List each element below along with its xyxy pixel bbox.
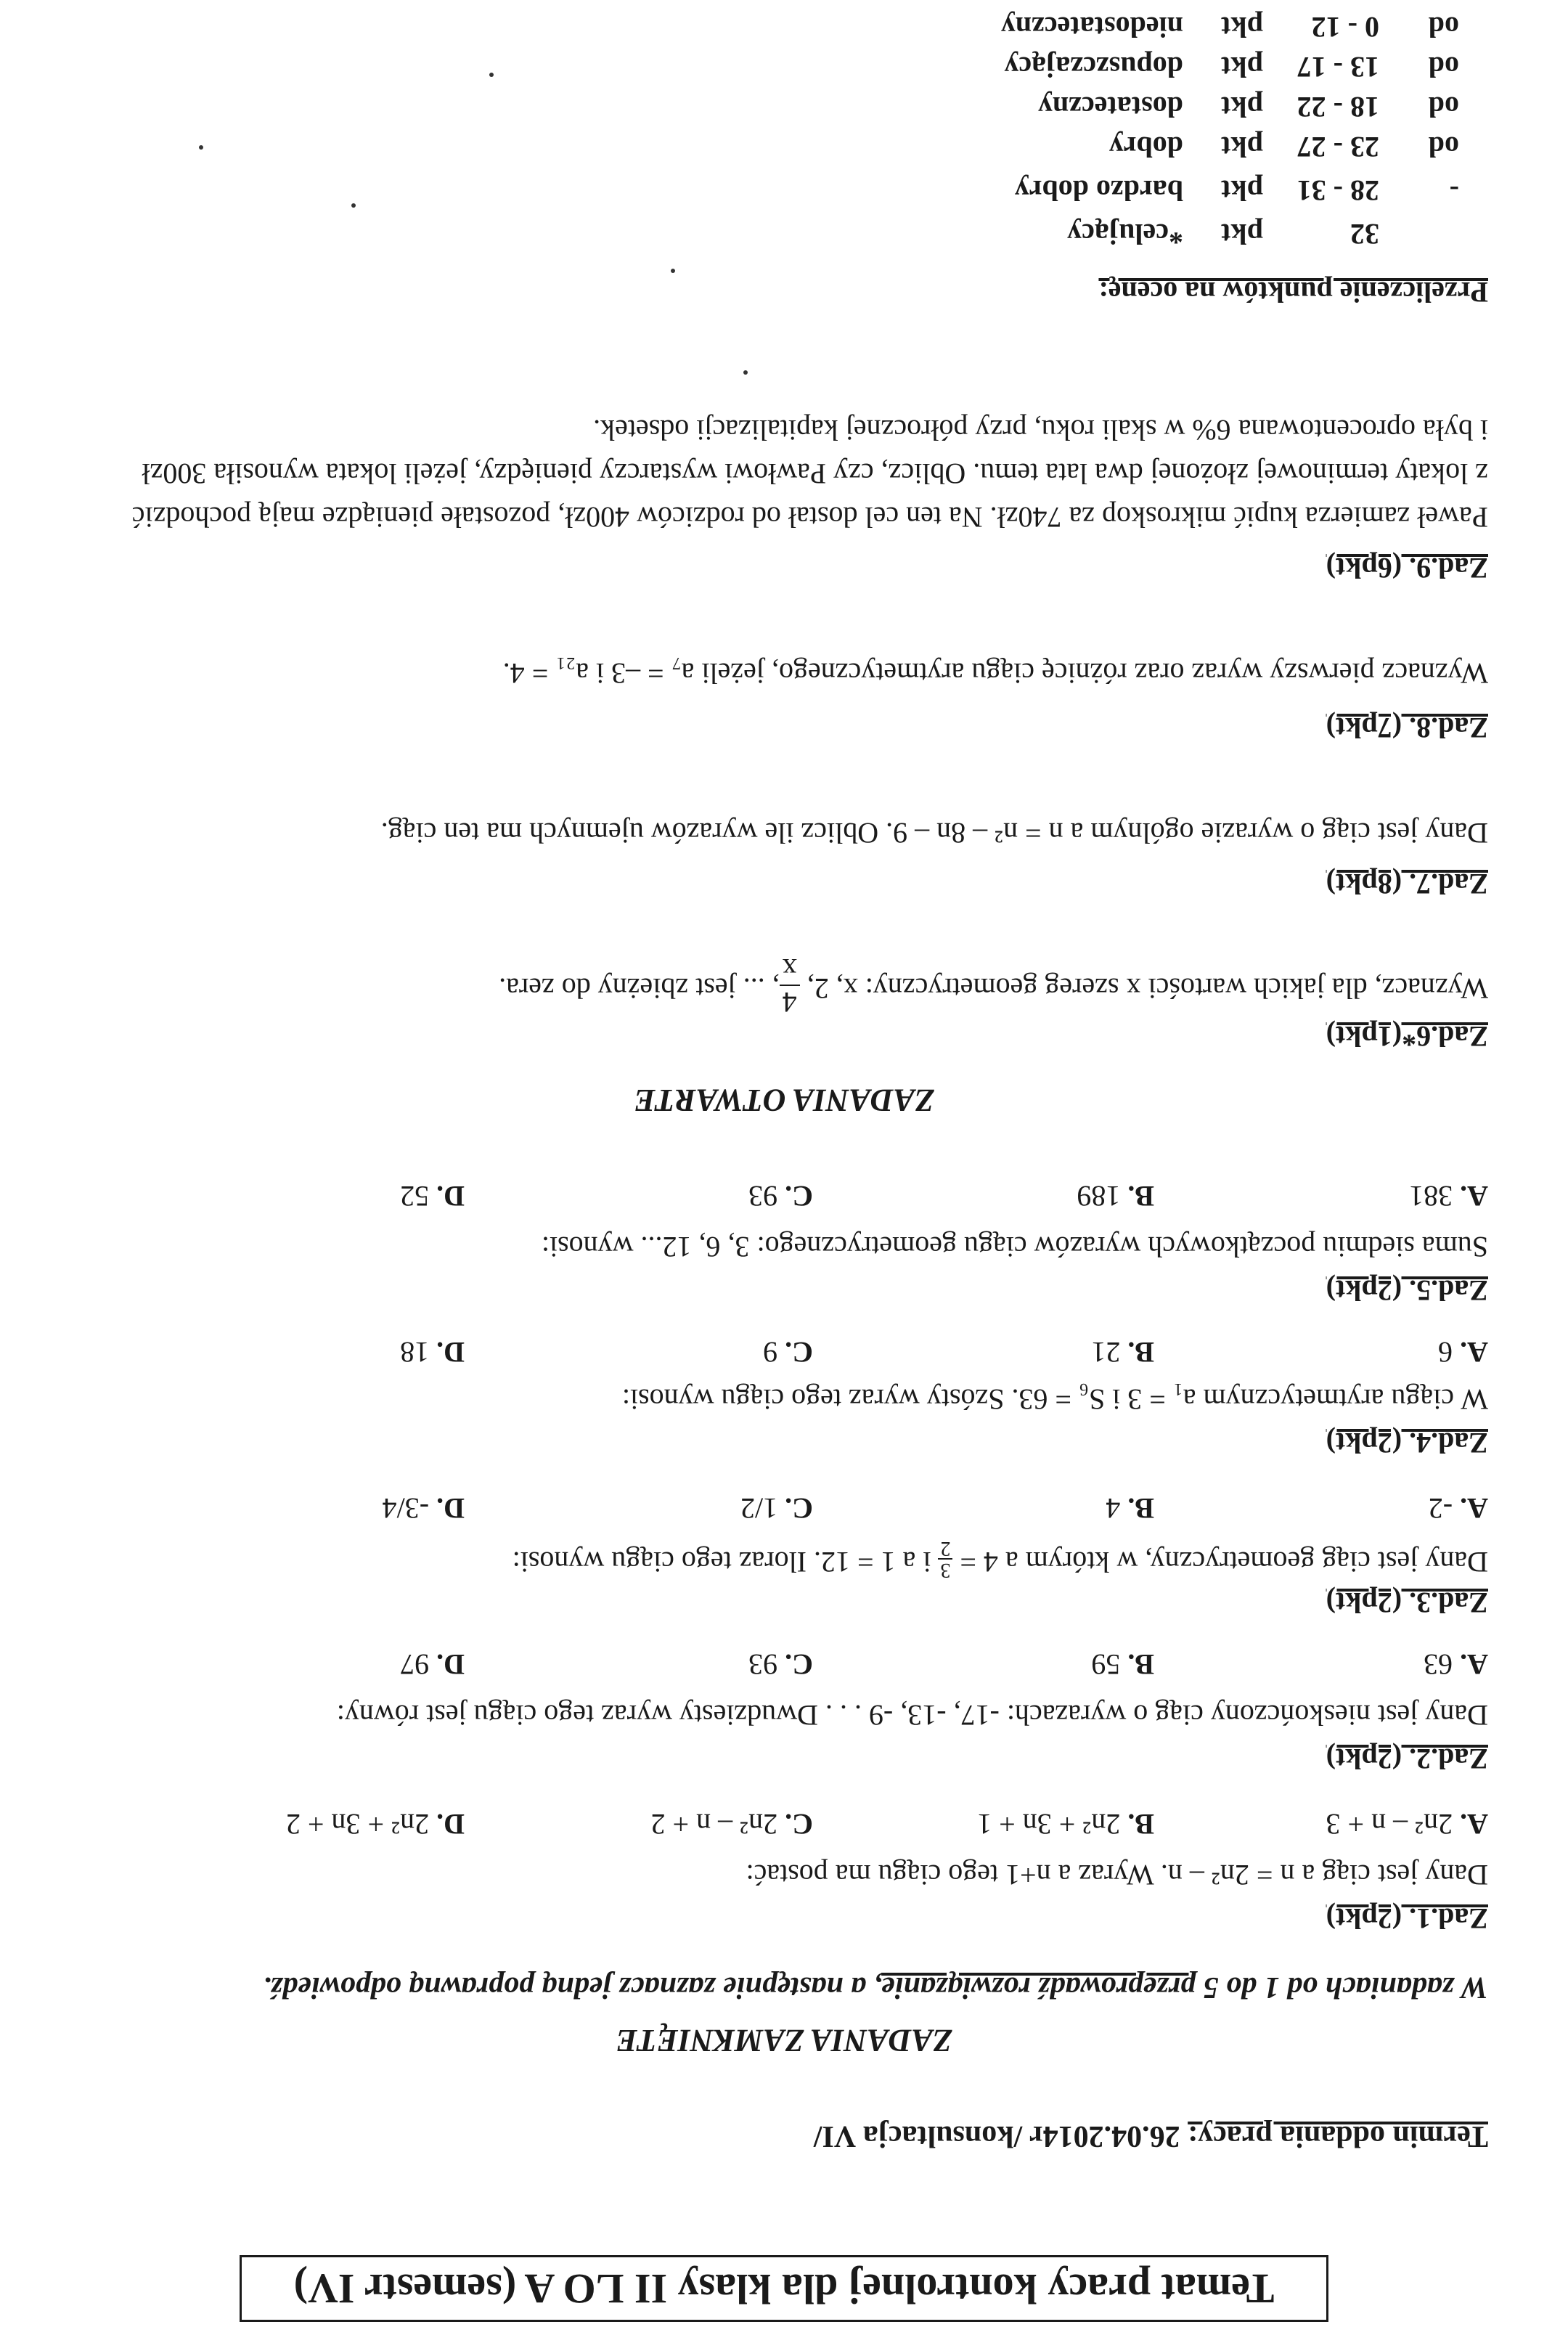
answer-label: B. xyxy=(1127,1492,1154,1525)
answer-label: D. xyxy=(436,1808,465,1841)
answer-text: 1/2 xyxy=(740,1492,778,1525)
grading-row xyxy=(0,171,1568,208)
answer-label: A. xyxy=(1460,1648,1488,1681)
task4-answer-d xyxy=(400,1335,465,1369)
task3-answer-c xyxy=(740,1491,813,1525)
task4-answer-b xyxy=(1091,1335,1154,1369)
answer-text: 93 xyxy=(748,1648,778,1681)
task4-text: W ciągu arytmetycznym a₁ = 3 i S₆ = 63. Szósty wyraz tego ciągu wynosi: xyxy=(621,1383,1488,1416)
task8-header: Zad.8. (7pkt) xyxy=(1326,712,1488,744)
deadline-line xyxy=(814,2119,1488,2153)
answer-text: 2n² – n + 2 xyxy=(650,1808,778,1841)
grading-unit: pkt xyxy=(1221,91,1263,123)
task5-header: Zad.5. (2pkt) xyxy=(1326,1274,1488,1307)
task5-answer-a xyxy=(1409,1179,1488,1213)
task5-answer-d xyxy=(400,1179,465,1213)
answer-label: A. xyxy=(1460,1180,1488,1213)
closed-section-instruction xyxy=(263,1970,1488,2005)
grading-header: Przeliczenie punktów na ocenę: xyxy=(1098,276,1488,309)
grading-unit: pkt xyxy=(1221,11,1263,44)
answer-label: B. xyxy=(1127,1648,1154,1681)
task9-line-1: Paweł zamierza kupić mikroskop za 740zł. Na ten cel dostał od rodziców 400zł, pozostałe pieniądze mają pochodzić xyxy=(131,501,1488,534)
task3-answer-b xyxy=(1106,1491,1154,1525)
grading-range: 28 - 31 xyxy=(1297,174,1379,207)
grading-range: 13 - 17 xyxy=(1297,51,1379,83)
grading-row xyxy=(0,48,1568,84)
grading-grade: niedostateczny xyxy=(1000,11,1183,44)
task6-header: Zad.6*(1pkt) xyxy=(1326,1020,1488,1053)
task3-answer-a xyxy=(1429,1491,1488,1525)
answer-label: A. xyxy=(1460,1336,1488,1369)
task3-text-a: Dany jest ciąg geometryczny, w którym a 4 = xyxy=(952,1546,1488,1578)
task3-answer-d xyxy=(383,1491,465,1525)
grading-range: 0 - 12 xyxy=(1311,11,1379,44)
answer-text: 18 xyxy=(400,1336,430,1369)
task2-answer-c xyxy=(748,1647,813,1682)
deadline-value: 26.04.2014r /konsultacja VI/ xyxy=(813,2119,1180,2153)
answer-text: 63 xyxy=(1424,1648,1453,1681)
task8-text: Wyznacz pierwszy wyraz oraz różnicę ciągu arytmetycznego, jeżeli a₇ = –3 i a₂₁ = 4. xyxy=(502,657,1488,690)
answer-text: 2n² – n + 3 xyxy=(1326,1808,1453,1841)
scan-speck xyxy=(489,73,494,77)
grading-row xyxy=(0,8,1568,44)
answer-label: D. xyxy=(436,1336,465,1369)
grading-row xyxy=(0,128,1568,164)
scan-speck xyxy=(743,370,748,375)
fraction-numerator: 3 xyxy=(938,1558,952,1580)
grading-unit: pkt xyxy=(1221,131,1263,163)
task5-answer-b xyxy=(1077,1179,1154,1213)
answer-text: 52 xyxy=(400,1180,430,1213)
answer-label: B. xyxy=(1127,1336,1154,1369)
task4-answer-a xyxy=(1438,1335,1488,1369)
task9-line-3: i była oprocentowana 6% w skali roku, przy półrocznej kapitalizacji odsetek. xyxy=(593,414,1488,447)
instruction-part-2: przeprowadź rozwiązanie xyxy=(881,1971,1196,2004)
grading-grade: dopuszczający xyxy=(1004,51,1183,83)
fraction-denominator: 2 xyxy=(940,1537,951,1560)
task4-header: Zad.4. (2pkt) xyxy=(1326,1427,1488,1459)
answer-text: 2n² + 3n + 1 xyxy=(977,1808,1121,1841)
answer-text: 59 xyxy=(1091,1648,1121,1681)
task7-text: Dany jest ciąg o wyrazie ogólnym a n = n² – 8n – 9. Oblicz ile wyrazów ujemnych ma ten ciąg. xyxy=(380,817,1488,849)
answer-label: C. xyxy=(785,1808,813,1841)
answer-text: 381 xyxy=(1409,1180,1453,1213)
grading-row xyxy=(0,215,1568,251)
document-title: Temat pracy kontrolnej dla klasy II LO A (semestr IV) xyxy=(240,2255,1328,2322)
task3-text xyxy=(513,1538,1488,1584)
answer-text: 97 xyxy=(400,1648,430,1681)
grading-row xyxy=(0,88,1568,124)
answer-label: B. xyxy=(1127,1180,1154,1213)
task2-answer-d xyxy=(400,1647,465,1682)
task6-text-b: , ... jest zbieżny do zera. xyxy=(499,972,780,1005)
answer-label: C. xyxy=(785,1336,813,1369)
answer-text: 93 xyxy=(748,1180,778,1213)
answer-label: A. xyxy=(1460,1492,1488,1525)
task6-text-a: Wyznacz, dla jakich wartości x szereg geometryczny: x, 2, xyxy=(799,972,1488,1005)
scan-speck xyxy=(199,145,203,150)
scan-speck xyxy=(671,269,675,273)
task1-answer-c xyxy=(651,1807,813,1841)
task1-header: Zad.1. (2pkt) xyxy=(1326,1902,1488,1935)
answer-text: 189 xyxy=(1077,1180,1121,1213)
grading-grade: dostateczny xyxy=(1038,91,1183,123)
closed-section-heading: ZADANIA ZAMKNIĘTE xyxy=(616,2023,952,2058)
grading-grade: dobry xyxy=(1108,131,1183,163)
fraction xyxy=(780,953,800,1018)
grading-grade: *celujący xyxy=(1067,218,1183,250)
fraction xyxy=(938,1538,952,1580)
task6-text xyxy=(499,953,1488,1021)
answer-label: A. xyxy=(1460,1808,1488,1841)
task2-answer-a xyxy=(1424,1647,1488,1682)
answer-text: 4 xyxy=(1106,1492,1121,1525)
grading-range: 32 xyxy=(1350,218,1379,250)
answer-label: D. xyxy=(436,1648,465,1681)
answer-text: 6 xyxy=(1438,1336,1453,1369)
grading-range: 23 - 27 xyxy=(1297,131,1379,163)
task3-header: Zad.3. (2pkt) xyxy=(1326,1586,1488,1619)
fraction-numerator: 4 xyxy=(780,985,800,1018)
grading-grade: bardzo dobry xyxy=(1014,174,1183,207)
grading-from: od xyxy=(1428,51,1459,83)
answer-text: -3/4 xyxy=(382,1492,430,1525)
answer-text: -2 xyxy=(1428,1492,1453,1525)
grading-from: od xyxy=(1428,91,1459,123)
grading-from: - xyxy=(1449,174,1459,207)
task5-text: Suma siedmiu początkowych wyrazów ciągu geometrycznego: 3, 6, 12... wynosi: xyxy=(541,1231,1488,1263)
answer-text: 2n² + 3n + 2 xyxy=(286,1808,430,1841)
answer-label: C. xyxy=(785,1180,813,1213)
answer-text: 21 xyxy=(1091,1336,1121,1369)
answer-text: 9 xyxy=(763,1336,778,1369)
task1-answer-a xyxy=(1326,1807,1488,1841)
grading-from: od xyxy=(1428,11,1459,44)
answer-label: B. xyxy=(1127,1808,1154,1841)
task7-header: Zad.7. (8pkt) xyxy=(1326,868,1488,900)
instruction-part-1: W zadaniach od 1 do 5 xyxy=(1196,1971,1488,2004)
task5-answer-c xyxy=(748,1179,813,1213)
task1-text: Dany jest ciąg a n = 2n² – n. Wyraz a n+1 tego ciągu ma postać: xyxy=(746,1859,1488,1891)
task2-answer-b xyxy=(1091,1647,1154,1682)
fraction-denominator: x xyxy=(782,953,797,986)
answer-label: C. xyxy=(785,1492,813,1525)
answer-label: D. xyxy=(436,1492,465,1525)
answer-label: D. xyxy=(436,1180,465,1213)
grading-unit: pkt xyxy=(1221,218,1263,250)
scan-speck xyxy=(351,203,356,208)
grading-unit: pkt xyxy=(1221,174,1263,207)
grading-from: od xyxy=(1428,131,1459,163)
task2-header: Zad.2. (2pkt) xyxy=(1326,1743,1488,1775)
answer-label: C. xyxy=(785,1648,813,1681)
grading-range: 18 - 22 xyxy=(1297,91,1379,123)
task1-answer-b xyxy=(977,1807,1154,1841)
task4-answer-c xyxy=(763,1335,813,1369)
instruction-part-3: , a następnie zaznacz jedną poprawną odpowiedź. xyxy=(263,1971,882,2004)
open-section-heading: ZADANIA OTWARTE xyxy=(634,1083,934,1118)
task1-answer-d xyxy=(286,1807,465,1841)
task9-header: Zad.9. (6pkt) xyxy=(1326,552,1488,584)
deadline-label: Termin oddania pracy: xyxy=(1188,2119,1488,2153)
task9-line-2: z lokaty terminowej złożonej dwa lata temu. Oblicz, czy Pawłowi wystarczy pieniędzy, jeżeli lokata wynosiła 300zł xyxy=(142,457,1488,490)
task2-text: Dany jest nieskończony ciąg o wyrazach: -17, -13, -9 . . . Dwudziesty wyraz tego ciągu jest równy: xyxy=(336,1699,1488,1732)
task3-text-b: i a 1 = 12. Iloraz tego ciągu wynosi: xyxy=(512,1546,939,1578)
grading-unit: pkt xyxy=(1221,51,1263,83)
